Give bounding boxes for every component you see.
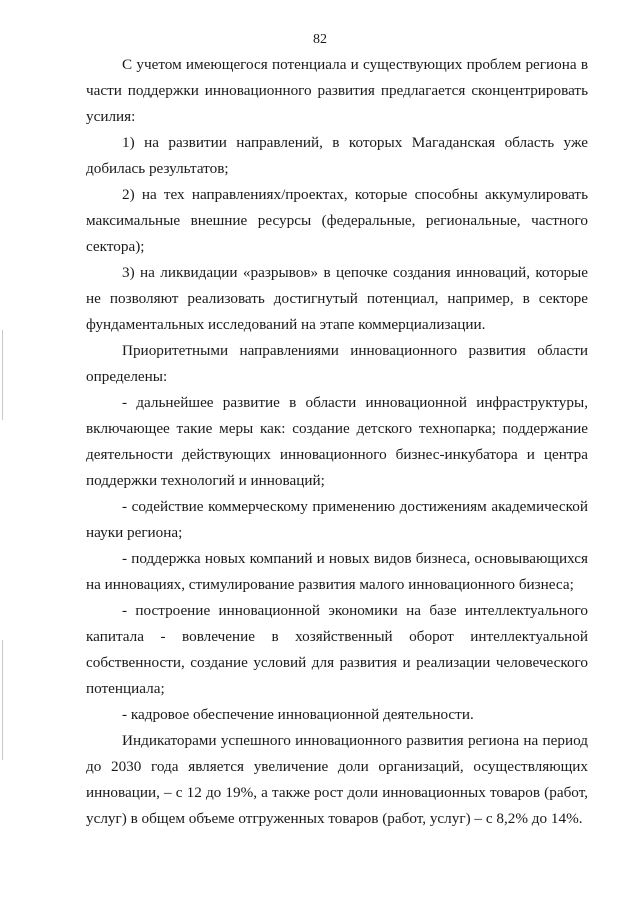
list-item-2: 2) на тех направлениях/проектах, которые способны аккумулировать максимальные внешние ресурсы (федеральные, региональные, частного сектора); [86,186,588,255]
paragraph-indicators: Индикаторами успешного инновационного развития региона на период до 2030 года является увеличение доли организаций, осуществляющих инновации, – с 12 до 19%, а также рост доли инновационных товаров (работ, услуг) в общем объеме отгруженных товаров (работ, услуг) – с 8,2% до 14%. [86,732,588,827]
document-body [86,52,588,832]
priority-item-personnel: - кадровое обеспечение инновационной деятельности. [122,706,474,723]
priority-item-new-companies: - поддержка новых компаний и новых видов бизнеса, основывающихся на инновациях, стимулирование развития малого инновационного бизнеса; [86,550,588,593]
priority-item-innovative-economy: - построение инновационной экономики на базе интеллектуального капитала - вовлечение в хозяйственный оборот интеллектуальной собственности, создание условий для развития и реализации человеческого потенциала; [86,602,588,697]
paragraph-intro: С учетом имеющегося потенциала и существующих проблем региона в части поддержки инновационного развития предлагается сконцентрировать усилия: [86,56,588,125]
page-number: 82 [313,32,327,47]
paragraph-priorities: Приоритетными направлениями инновационного развития области определены: [86,342,588,385]
scan-edge-mark [2,640,3,760]
list-item-3: 3) на ликвидации «разрывов» в цепочке создания инноваций, которые не позволяют реализовать достигнутый потенциал, например, в секторе фундаментальных исследований на этапе коммерциализации. [86,264,588,333]
priority-item-infrastructure: - дальнейшее развитие в области инновационной инфраструктуры, включающее такие меры как: создание детского технопарка; поддержание деятельности действующих инновационного бизнес-инкубатора и центра поддержки технологий и инноваций; [86,394,588,489]
priority-item-commercialization: - содействие коммерческому применению достижениям академической науки региона; [86,498,588,541]
list-item-1: 1) на развитии направлений, в которых Магаданская область уже добилась результатов; [86,134,588,177]
scan-edge-mark [2,330,3,420]
